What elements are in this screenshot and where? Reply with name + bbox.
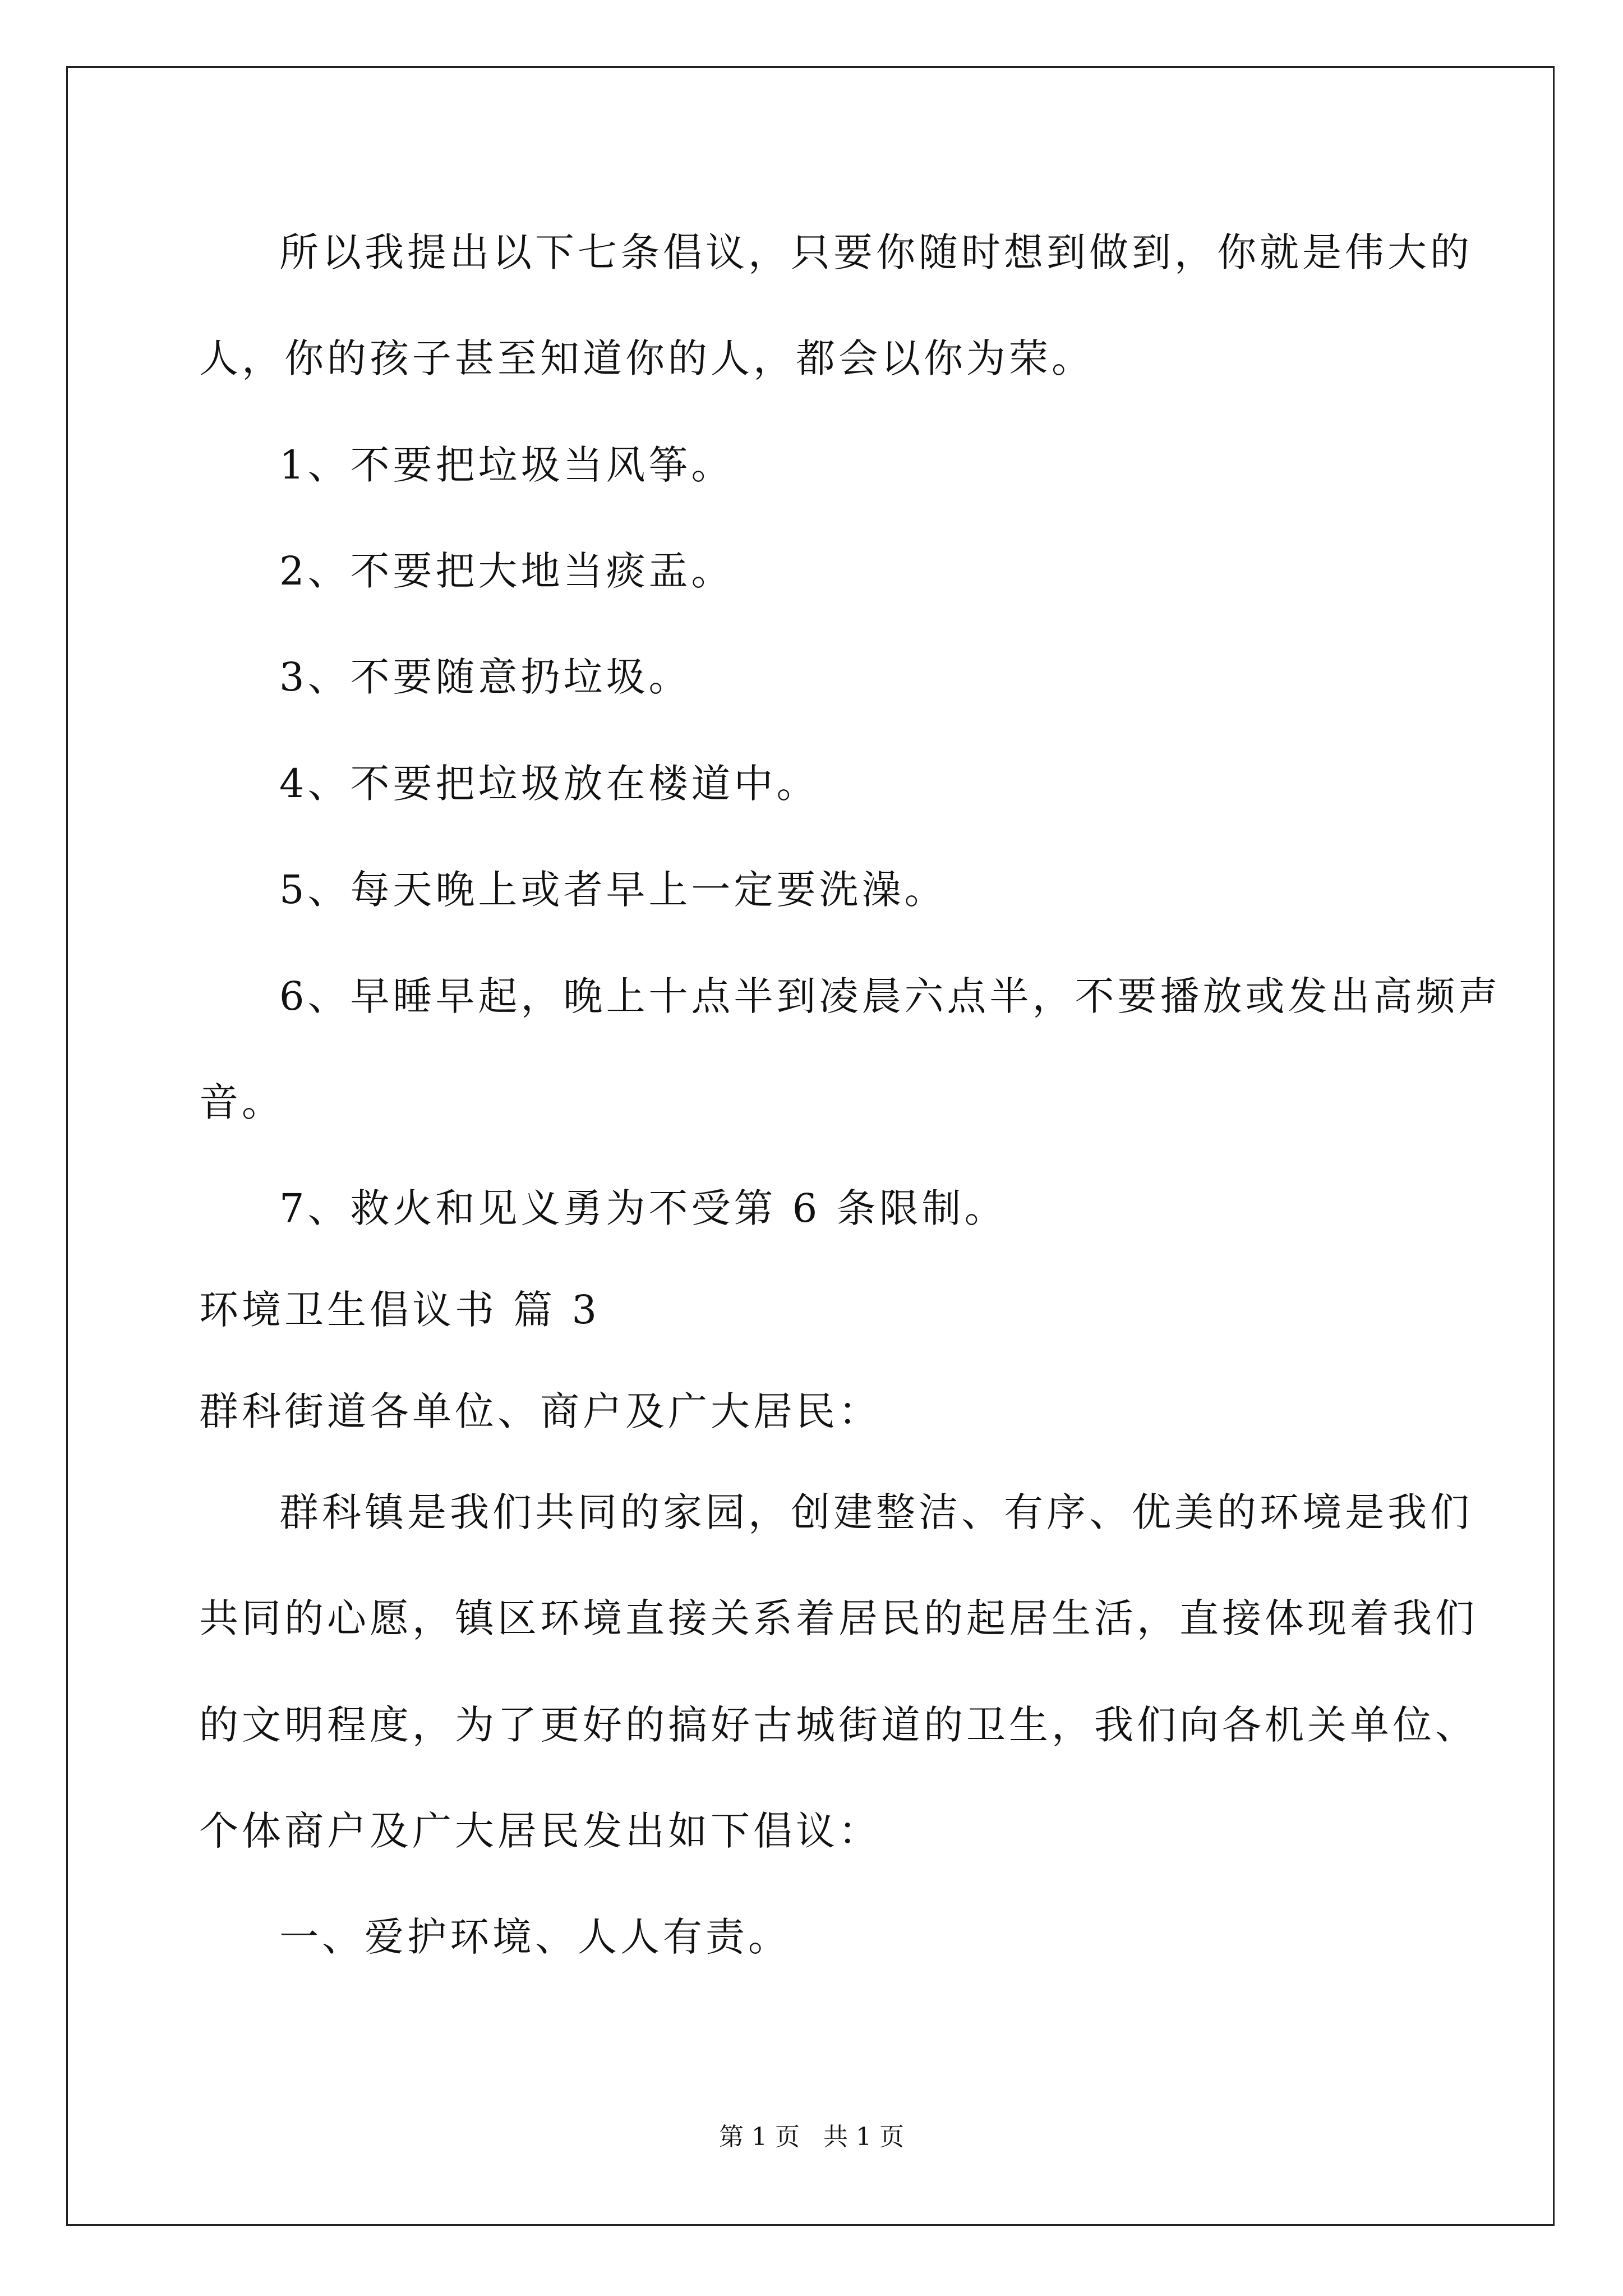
body-line: 音。 [199, 1079, 284, 1125]
body-line: 所以我提出以下七条倡议，只要你随时想到做到，你就是伟大的 [279, 229, 1473, 275]
list-item: 3、不要随意扔垃圾。 [279, 654, 691, 700]
salutation: 群科街道各单位、商户及广大居民： [199, 1388, 881, 1434]
body-line: 的文明程度，为了更好的搞好古城街道的卫生，我们向各机关单位、 [199, 1702, 1478, 1748]
list-item: 7、救火和见义勇为不受第 6 条限制。 [279, 1185, 1007, 1231]
section-heading: 环境卫生倡议书 篇 3 [199, 1287, 601, 1333]
body-line: 共同的心愿，镇区环境直接关系着居民的起居生活，直接体现着我们 [199, 1595, 1478, 1641]
page-border [66, 66, 1555, 2226]
list-item: 5、每天晚上或者早上一定要洗澡。 [279, 867, 947, 913]
body-line: 人，你的孩子甚至知道你的人，都会以你为荣。 [199, 335, 1094, 381]
list-item: 4、不要把垃圾放在楼道中。 [279, 761, 819, 807]
list-item: 一、爱护环境、人人有责。 [279, 1914, 791, 1960]
body-line: 群科镇是我们共同的家园，创建整洁、有序、优美的环境是我们 [279, 1489, 1473, 1535]
body-line: 个体商户及广大居民发出如下倡议： [199, 1808, 881, 1854]
list-item: 2、不要把大地当痰盂。 [279, 548, 734, 594]
list-item: 1、不要把垃圾当风筝。 [279, 442, 734, 488]
page-footer: 第 1 页 共 1 页 [719, 2123, 904, 2151]
list-item: 6、早睡早起，晚上十点半到凌晨六点半，不要播放或发出高频声 [279, 973, 1501, 1019]
